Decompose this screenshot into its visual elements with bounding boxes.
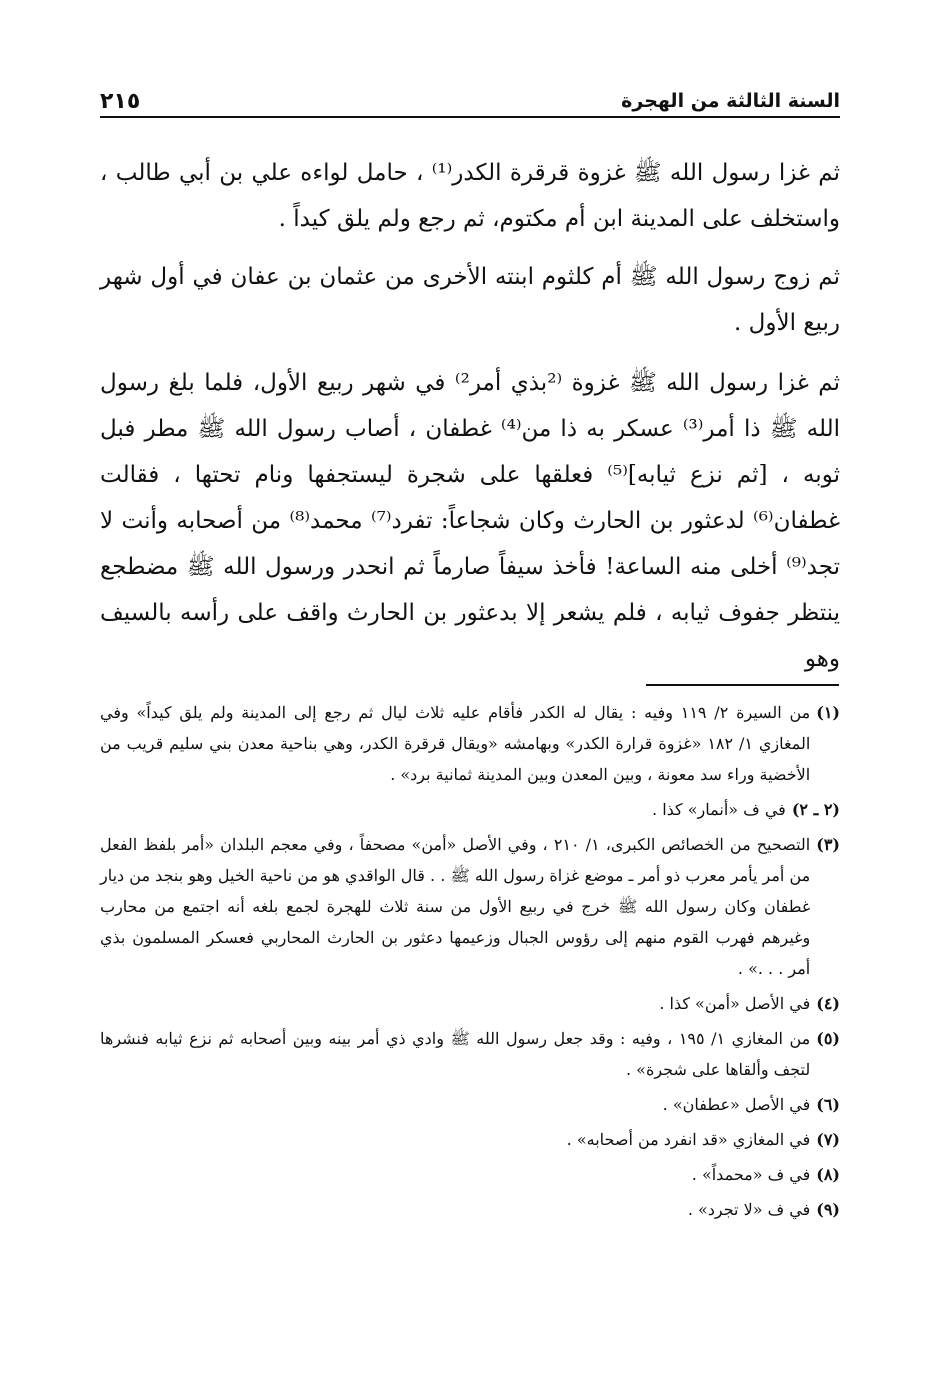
main-text — [100, 150, 840, 696]
footnote — [100, 1159, 840, 1190]
footnote-number: (٥) — [816, 1029, 840, 1048]
footnote — [100, 697, 840, 790]
footnotes — [100, 697, 840, 1229]
footnote-text: في الأصل «أمن» كذا . — [659, 994, 811, 1013]
footnote — [100, 1023, 840, 1085]
footnote-number: (٢ ـ ٢) — [791, 800, 840, 819]
footnote — [100, 1194, 840, 1225]
page-number: ٢١٥ — [100, 89, 141, 114]
footnote-number: (٩) — [816, 1200, 840, 1219]
footnote-text: في ف «أنمار» كذا . — [652, 800, 786, 819]
paragraph: ثم غزا رسول الله ﷺ غزوة قرقرة الكدر⁽¹⁾ ، حامل لواءه علي بن أبي طالب ، واستخلف على المدينة ابن أم مكتوم، ثم رجع ولم يلق كيداً . — [100, 160, 840, 232]
footnote-number: (٨) — [816, 1165, 840, 1184]
running-title: السنة الثالثة من الهجرة — [621, 90, 840, 112]
footnote-number: (٦) — [816, 1095, 840, 1114]
footnote — [100, 988, 840, 1019]
paragraph: ثم غزا رسول الله ﷺ غزوة ⁽²بذي أمر²⁾ في شهر ربيع الأول، فلما بلغ رسول الله ﷺ ذا أمر⁽³⁾ عسكر به ذا من⁽⁴⁾ غطفان ، أصاب رسول الله ﷺ مطر فبل ثوبه ، [ثم نزع ثيابه]⁽⁵⁾ فعلقها على شجرة ليستجفها ونام تحتها ، فقالت غطفان⁽⁶⁾ لدعثور بن الحارث وكان شجاعاً: تفرد⁽⁷⁾ محمد⁽⁸⁾ من أصحابه وأنت لا تجد⁽⁹⁾ أخلى منه الساعة! فأخذ سيفاً صارماً ثم انحدر ورسول الله ﷺ مضطجع ينتظر جفوف ثيابه ، فلم يشعر إلا بدعثور بن الحارث واقف على رأسه بالسيف وهو — [100, 370, 840, 672]
footnote-text: التصحيح من الخصائص الكبرى، ١/ ٢١٠ ، وفي الأصل «أمن» مصحفاً ، وفي معجم البلدان «أمر بلفظ الفعل من أمر يأمر معرب ذو أمر ـ موضع غزاة رسول الله ﷺ . . قال الواقدي هو من ناحية الخيل وهو بنجد من ديار غطفان وكان رسول الله ﷺ خرج في ربيع الأول من سنة ثلاث للهجرة لجمع بلغه أنه اجتمع من محارب وغيرهم فهرب القوم منهم إلى رؤوس الجبال وزعيمها دعثور بن الحارث المحاربي فعسكر المسلمون بذي أمر . . .» . — [100, 835, 811, 978]
footnote-text: من السيرة ٢/ ١١٩ وفيه : يقال له الكدر فأقام عليه ثلاث ليال ثم رجع إلى المدينة ولم يلق كيداً» وفي المغازي ١/ ١٨٢ «غزوة قرارة الكدر» وبهامشه «ويقال قرقرة الكدر، وهي بناحية معدن بني سليم قريب من الأخضية وراء سد معونة ، وبين المعدن وبين المدينة ثمانية برد» . — [100, 703, 811, 784]
footnote — [100, 794, 840, 825]
footnote-separator — [646, 684, 839, 686]
footnote-text: في المغازي «قد انفرد من أصحابه» . — [566, 1130, 811, 1149]
running-head — [100, 82, 840, 118]
footnote — [100, 829, 840, 984]
paragraph: ثم زوج رسول الله ﷺ أم كلثوم ابنته الأخرى من عثمان بن عفان في أول شهر ربيع الأول . — [100, 264, 840, 336]
footnote — [100, 1089, 840, 1120]
footnote-text: في ف «محمداً» . — [691, 1165, 811, 1184]
footnote-number: (١) — [816, 703, 840, 722]
footnote — [100, 1124, 840, 1155]
footnote-number: (٧) — [816, 1130, 840, 1149]
footnote-text: في الأصل «عطفان» . — [662, 1095, 811, 1114]
footnote-text: من المغازي ١/ ١٩٥ ، وفيه : وقد جعل رسول الله ﷺ وادي ذي أمر بينه وبين أصحابه ثم نزع ثيابه فنشرها لتجف وألقاها على شجرة» . — [100, 1029, 811, 1079]
footnote-text: في ف «لا تجرد» . — [687, 1200, 811, 1219]
footnote-number: (٤) — [816, 994, 840, 1013]
footnote-number: (٣) — [816, 835, 840, 854]
